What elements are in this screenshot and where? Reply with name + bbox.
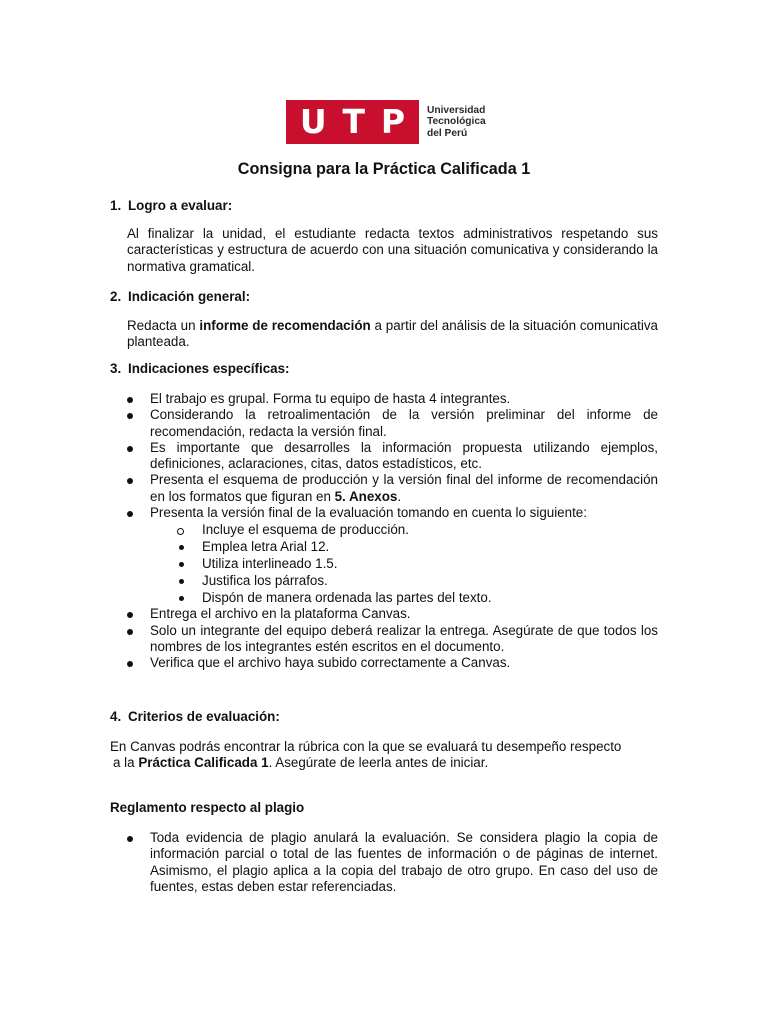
ring-bullet-icon bbox=[177, 528, 184, 535]
list-item-text: Es importante que desarrolles la información propuesta utilizando ejemplos, definiciones, aclaraciones, citas, datos estadísticos, etc. bbox=[150, 439, 658, 472]
utp-logo bbox=[286, 100, 486, 144]
section-2-text-a: Redacta un bbox=[127, 318, 200, 333]
section-1-number: 1. bbox=[110, 198, 122, 213]
bullet-icon bbox=[179, 545, 184, 550]
sub-list-item bbox=[150, 521, 658, 538]
section-4-line-2-a: a la bbox=[113, 755, 139, 771]
list-item-text: Entrega el archivo en la plataforma Canvas. bbox=[150, 606, 411, 622]
list-item bbox=[110, 472, 658, 505]
logo-letter-t: T bbox=[342, 102, 366, 141]
sub-list-item bbox=[150, 572, 658, 589]
bullet-icon bbox=[127, 661, 133, 667]
logo-wordmark bbox=[427, 105, 486, 140]
bullet-icon bbox=[127, 612, 133, 618]
sub-list-item-text: Utiliza interlineado 1.5. bbox=[202, 556, 338, 572]
section-4-heading bbox=[110, 709, 280, 724]
anexos-reference: 5. Anexos bbox=[334, 488, 398, 504]
list-item bbox=[110, 830, 658, 895]
list-item-text: Toda evidencia de plagio anulará la evaluación. Se considera plagio la copia de información parcial o total de las fuentes de información o de páginas de internet. Asimismo, el plagio aplica a la copia del trabajo de otro grupo. En caso del uso de fuentes, estas deben estar referenciadas. bbox=[150, 830, 658, 894]
list-item-text: Presenta la versión final de la evaluación tomando en cuenta lo siguiente: bbox=[150, 505, 587, 521]
bullet-icon bbox=[127, 511, 133, 517]
logo-letter-u: U bbox=[299, 102, 327, 141]
section-4-title: Criterios de evaluación: bbox=[128, 709, 280, 724]
section-4-number: 4. bbox=[110, 709, 122, 724]
document-title: Consigna para la Práctica Calificada 1 bbox=[237, 160, 531, 178]
section-1-heading bbox=[110, 198, 232, 213]
section-3-heading bbox=[110, 361, 290, 376]
section-2-text bbox=[127, 318, 658, 351]
list-item-text: Considerando la retroalimentación de la versión preliminar del informe de recomendación, redacta la versión final. bbox=[150, 407, 658, 439]
bullet-icon bbox=[127, 478, 133, 484]
sub-list-item bbox=[150, 589, 658, 606]
section-4-line-2 bbox=[110, 755, 658, 771]
list-item bbox=[110, 391, 658, 407]
list-item bbox=[110, 440, 658, 473]
list-item bbox=[110, 407, 658, 440]
section-2-heading bbox=[110, 289, 250, 304]
sub-list-item-text: Justifica los párrafos. bbox=[202, 573, 328, 589]
sub-list-item-text: Emplea letra Arial 12. bbox=[202, 539, 330, 555]
section-4-line-1: En Canvas podrás encontrar la rúbrica con la que se evaluará tu desempeño respecto bbox=[110, 739, 622, 754]
bullet-icon bbox=[179, 562, 184, 567]
list-item-text: Solo un integrante del equipo deberá realizar la entrega. Asegúrate de que todos los nombres de los integrantes estén escritos en el documento. bbox=[150, 622, 658, 654]
sub-list-item-text: Incluye el esquema de producción. bbox=[202, 522, 409, 538]
logo-letter-p: P bbox=[380, 102, 406, 141]
list-item-text: El trabajo es grupal. Forma tu equipo de hasta 4 integrantes. bbox=[150, 391, 511, 406]
bullet-icon bbox=[127, 629, 133, 635]
sub-list-item bbox=[150, 555, 658, 572]
bullet-icon bbox=[179, 579, 184, 584]
list-item bbox=[110, 505, 658, 606]
bullet-icon bbox=[127, 397, 133, 403]
bullet-icon bbox=[179, 596, 184, 601]
list-item-text: Verifica que el archivo haya subido correctamente a Canvas. bbox=[150, 655, 511, 671]
section-4-line-2-bold: Práctica Calificada 1 bbox=[138, 755, 269, 771]
section-2-number: 2. bbox=[110, 289, 122, 304]
sub-list-item-text: Dispón de manera ordenada las partes del texto. bbox=[202, 590, 492, 606]
section-2-text-bold: informe de recomendación bbox=[199, 318, 371, 333]
list-item-text-end: . bbox=[397, 488, 402, 504]
utp-logo-mark bbox=[286, 100, 419, 144]
bullet-icon bbox=[127, 413, 133, 419]
list-item bbox=[110, 606, 658, 622]
sub-list bbox=[150, 521, 658, 606]
plagio-heading: Reglamento respecto al plagio bbox=[110, 800, 305, 815]
section-2-title: Indicación general: bbox=[128, 289, 251, 304]
plagio-list bbox=[110, 830, 658, 895]
list-item-text: Presenta el esquema de producción y la versión final del informe de recomendación en los formatos que figuran en bbox=[150, 472, 658, 504]
section-1-text: Al finalizar la unidad, el estudiante redacta textos administrativos respetando sus características y estructura de acuerdo con una situación comunicativa y considerando la normativa gramatical. bbox=[127, 226, 658, 274]
logo-line-2: Tecnológica bbox=[427, 116, 486, 128]
section-3-number: 3. bbox=[110, 361, 122, 376]
section-3-list bbox=[110, 391, 658, 672]
list-item bbox=[110, 655, 658, 671]
section-1-title: Logro a evaluar: bbox=[128, 198, 233, 213]
section-4-line-2-b: . Asegúrate de leerla antes de iniciar. bbox=[268, 755, 489, 771]
section-3-title: Indicaciones específicas: bbox=[128, 361, 290, 376]
bullet-icon bbox=[127, 446, 133, 452]
logo-line-3: del Perú bbox=[427, 127, 468, 139]
list-item bbox=[110, 623, 658, 656]
logo-line-1: Universidad bbox=[427, 104, 486, 116]
sub-list-item bbox=[150, 538, 658, 555]
bullet-icon bbox=[127, 836, 133, 842]
section-2-text-b: a partir del análisis de la situación comunicativa planteada. bbox=[127, 318, 658, 350]
section-4-text bbox=[110, 739, 658, 772]
